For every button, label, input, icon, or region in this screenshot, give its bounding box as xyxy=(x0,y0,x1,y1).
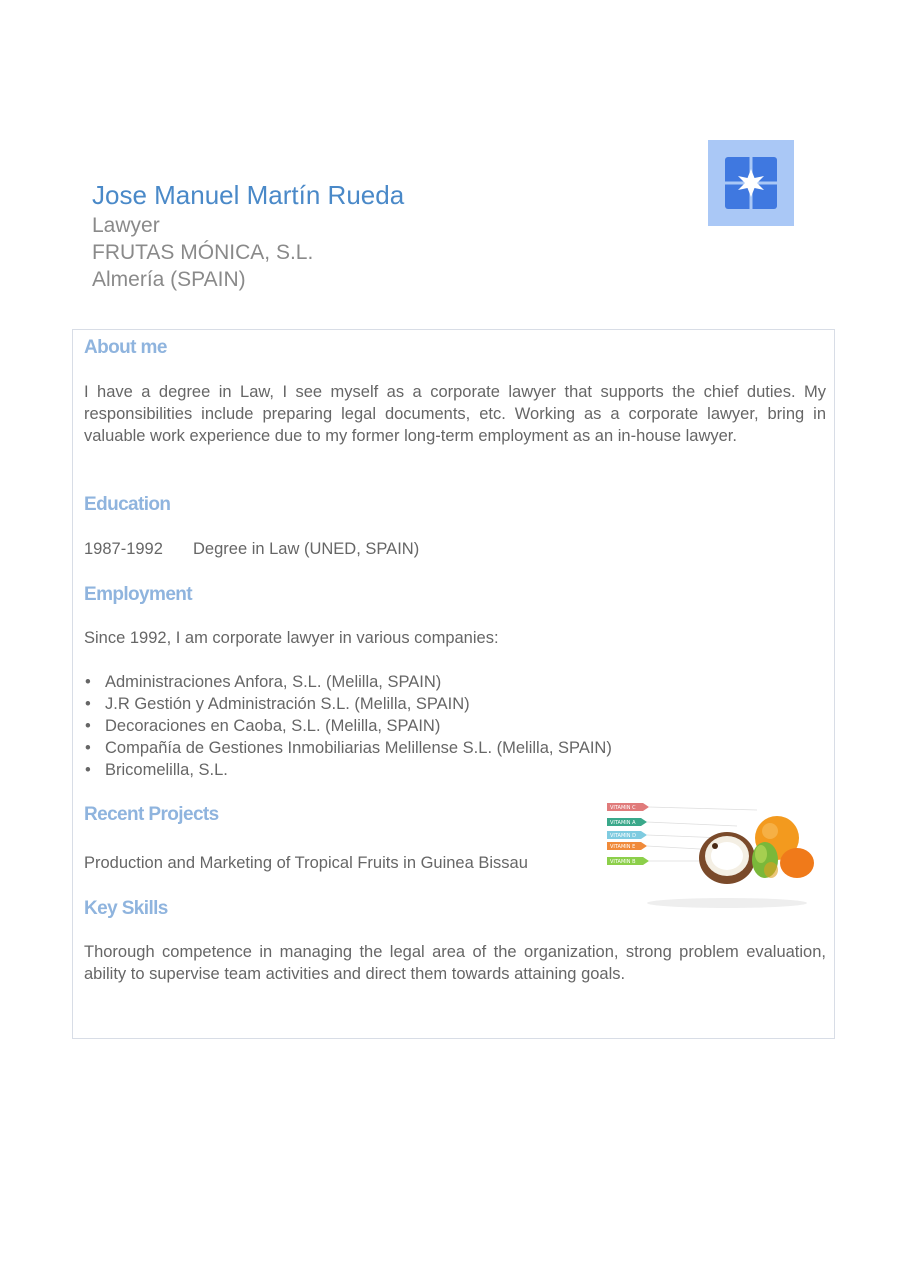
fruits xyxy=(647,816,814,908)
employer-name: J.R Gestión y Administración S.L. (Melilla, SPAIN) xyxy=(105,695,470,713)
list-item xyxy=(84,715,826,737)
bullet: • xyxy=(85,717,91,735)
list-item xyxy=(84,759,826,781)
employer-name: Bricomelilla, S.L. xyxy=(105,761,228,779)
employer-name: Administraciones Anfora, S.L. (Melilla, SPAIN) xyxy=(105,673,442,691)
bullet: • xyxy=(85,673,91,691)
education-degree: Degree in Law (UNED, SPAIN) xyxy=(193,540,420,558)
bullet: • xyxy=(85,739,91,757)
resume-card xyxy=(72,329,835,1039)
person-name: Jose Manuel Martín Rueda xyxy=(92,180,405,210)
about-text: I have a degree in Law, I see myself as a corporate lawyer that supports the chief duties. My responsibilities include preparing legal documents, etc. Working as a corporate lawyer, bring in valuable work experience due to my former long-term employment as an in-house lawyer. xyxy=(84,383,826,445)
vitamin-c-label: VITAMIN C xyxy=(610,805,636,811)
vitamin-e-label: VITAMIN E xyxy=(610,844,636,850)
location: Almería (SPAIN) xyxy=(92,268,246,291)
employer-name: Decoraciones en Caoba, S.L. (Melilla, SPAIN) xyxy=(105,717,441,735)
bullet: • xyxy=(85,695,91,713)
company-name: FRUTAS MÓNICA, S.L. xyxy=(92,241,314,264)
projects-text: Production and Marketing of Tropical Fruits in Guinea Bissau xyxy=(84,854,528,872)
education-years: 1987-1992 xyxy=(84,540,163,558)
skills-text: Thorough competence in managing the legal area of the organization, strong problem evaluation, ability to supervise team activities and direct them towards attaining goals. xyxy=(84,943,826,983)
job-title: Lawyer xyxy=(92,214,160,237)
vitamin-a-label: VITAMIN A xyxy=(610,820,636,826)
list-item xyxy=(84,737,826,759)
tropical-fruit-image xyxy=(607,798,817,908)
profile-header xyxy=(92,178,652,293)
employment-heading: Employment xyxy=(84,584,193,605)
employer-name: Compañía de Gestiones Inmobiliarias Melillense S.L. (Melilla, SPAIN) xyxy=(105,739,612,757)
about-heading: About me xyxy=(84,337,167,358)
profile-logo xyxy=(708,140,794,226)
bullet: • xyxy=(85,761,91,779)
employment-intro: Since 1992, I am corporate lawyer in various companies: xyxy=(84,629,499,647)
puzzle-star-icon xyxy=(725,157,777,209)
employment-list xyxy=(84,671,826,781)
list-item xyxy=(84,693,826,715)
list-item xyxy=(84,671,826,693)
projects-heading: Recent Projects xyxy=(84,804,219,825)
education-entry xyxy=(84,538,826,560)
vitamin-d-label: VITAMIN D xyxy=(610,833,636,839)
skills-heading: Key Skills xyxy=(84,898,168,919)
education-heading: Education xyxy=(84,494,171,515)
vitamin-b-label: VITAMIN B xyxy=(610,859,636,865)
